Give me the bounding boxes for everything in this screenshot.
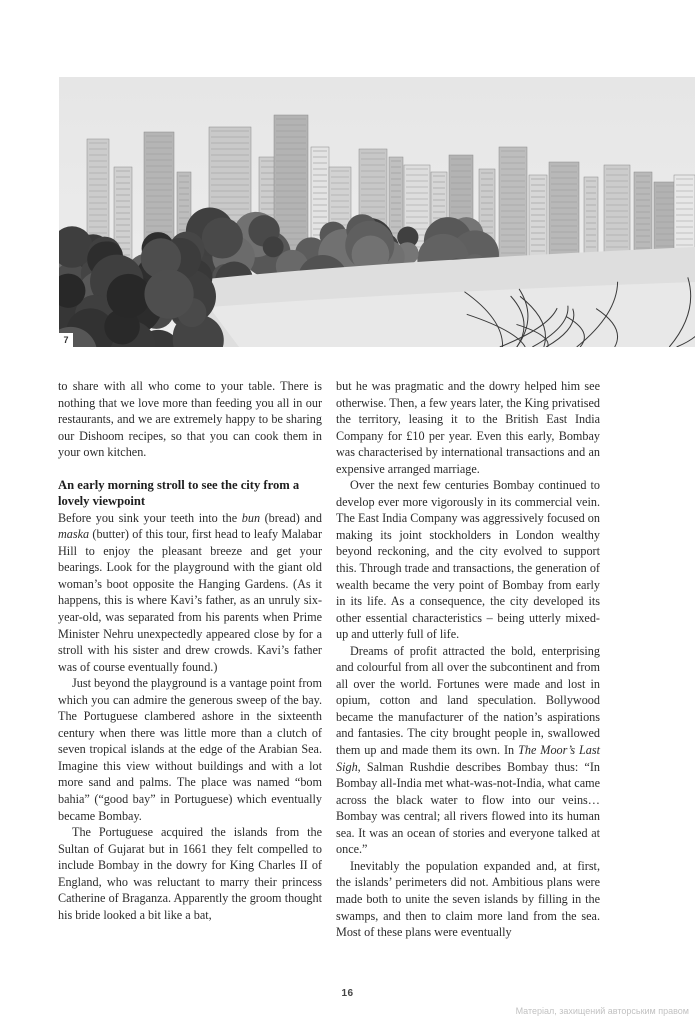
- text-run: Dreams of profit attracted the bold, enterprising and colourful from all over the subcontinent and from all over the world. Fortunes were made and lost in opium, cotton and land speculation. Bollywood became the manufacturer of the nation’s aspirations and fantasies. The city brought people in, swallowed them up and made them its own. In: [336, 643, 600, 758]
- skyline-illustration: [59, 77, 695, 347]
- copyright-watermark: Матеріал, захищений авторським правом: [515, 1006, 689, 1016]
- tree-canopy: [263, 236, 284, 257]
- italic-book-title: The Moor’s Last Sigh: [336, 743, 601, 774]
- paragraph-dowry: but he was pragmatic and the dowry helped him see otherwise. Then, a few years later, the King privatised the territory, leasing it to the British East India Company for £10 per year. Even this early, Bombay was characterised by international transactions and an expensive arranged marriage.: [336, 379, 600, 476]
- tree-canopy: [202, 218, 243, 259]
- paragraph-population: Inevitably the population expanded and, at first, the islands’ perimeters did not. Ambitious plans were made both to unite the seven islands by filling in the swamps, and then to claim more land from the sea. Most of these plans were eventually: [336, 858, 600, 940]
- paragraph-portuguese: The Portuguese acquired the islands from the Sultan of Gujarat but in 1661 they felt compelled to include Bombay in the dowry for King Charles II of England, who was reluctant to marry their princess Catherine of Braganza. Apparently the groom thought his bride looked a bit like a bat,: [58, 825, 322, 922]
- page-number: 16: [341, 988, 354, 999]
- text-run: , Salman Rushdie describes Bombay thus: “In Bombay all-India met what-was-not-India, what came across the black water to flow into our veins… Bombay was central; all rivers flowed into its human sea. It was an ocean of stories and everyone talked at once.”: [336, 759, 600, 857]
- city-photo: [59, 77, 695, 347]
- photo-number: 7: [59, 333, 73, 347]
- tree-canopy: [144, 270, 193, 319]
- tree-canopy: [107, 274, 151, 318]
- right-column: [336, 378, 600, 941]
- section-heading: An early morning stroll to see the city from a lovely viewpoint: [58, 477, 300, 509]
- paragraph-vantage-point: Just beyond the playground is a vantage point from which you can admire the generous sweep of the bay. The Portuguese clambered ashore in the sixteenth century when there was little more than a clutch of seven tropical islands at the edge of the Arabian Sea. Imagine this view without buildings and with a lot more sand and palms. The place was named “bom bahia” (“good bay” in Portuguese) which eventually became Bombay.: [58, 676, 322, 823]
- text-run: (bread) and: [260, 510, 322, 525]
- left-column: [58, 378, 322, 923]
- text-run: Before you sink your teeth into the: [58, 510, 242, 525]
- text-run: (butter) of this tour, first head to leafy Malabar Hill to enjoy the pleasant breeze and get your bearings. Look for the playground with the giant old woman’s boot opposite the Hanging Gardens. (As it happens, this is where Kavi’s father, as an unruly six-year-old, was separated from his parents when Prime Minister Nehru unexpectedly appeared close by for a stroll with his sister and drew crowds. Kavi’s father was of course eventually found.): [58, 527, 322, 674]
- italic-term-bun: bun: [241, 510, 261, 525]
- italic-term-maska: maska: [58, 527, 90, 542]
- paragraph-dreams-of-profit: [336, 643, 600, 858]
- paragraph-east-india-company: Over the next few centuries Bombay continued to develop ever more vigorously in its commercial vein. The East India Company was aggressively focused on making its joint stockholders in London wealthy beyond reckoning, and the city evolved to support this. Through trade and transactions, the generation of wealth became the very point of Bombay from early in its life. As a consequence, the city developed its other essential characteristics – being utterly mixed-up and utterly full of life.: [336, 478, 600, 642]
- intro-paragraph: to share with all who come to your table. There is nothing that we love more than feeding you all in our restaurants, and we are extremely happy to be sharing our Dishoom recipes, so that you can cook them in your own kitchen.: [58, 379, 322, 460]
- paragraph-malabar-hill: [58, 510, 322, 675]
